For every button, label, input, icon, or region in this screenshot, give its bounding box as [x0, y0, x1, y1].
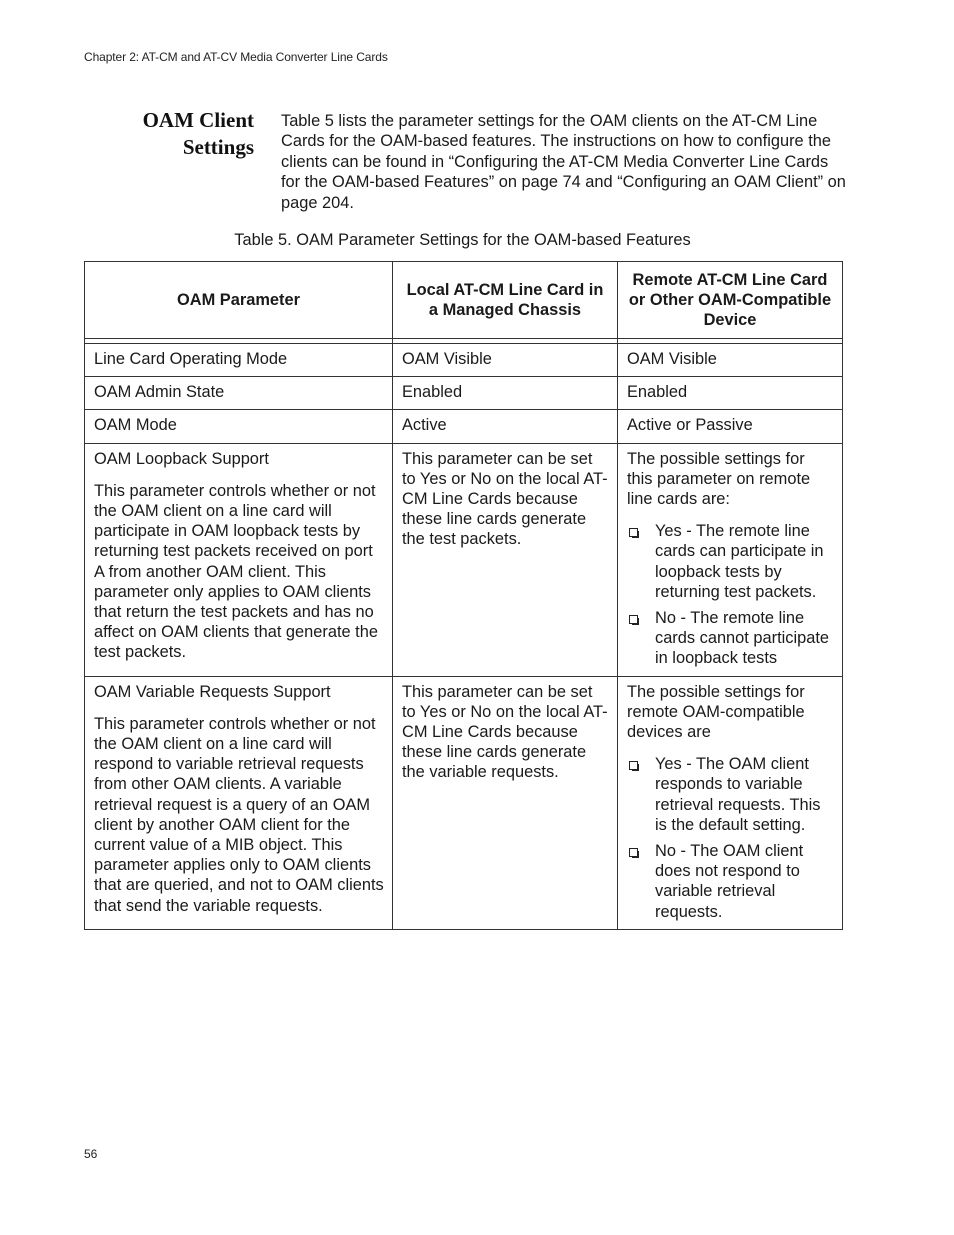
list-item — [627, 521, 834, 602]
section-title — [100, 107, 254, 161]
remote-cell: Enabled — [618, 377, 843, 410]
param-description: This parameter controls whether or not the OAM client on a line card will participate in OAM loopback tests by returning test packets received on port A from another OAM client. This parameter only applies to OAM clients that return the test packets and has no affect on OAM clients that generate the test packets. — [94, 481, 378, 662]
param-cell — [85, 676, 393, 929]
table-header-row — [85, 262, 843, 339]
table-row — [85, 676, 843, 929]
param-cell: OAM Mode — [85, 410, 393, 443]
section-title-line2: Settings — [182, 135, 254, 159]
header-remote-device: Remote AT-CM Line Card or Other OAM-Compatible Device — [618, 262, 843, 339]
option-text: No - The OAM client does not respond to variable retrieval requests. — [655, 842, 804, 921]
local-text: This parameter can be set to Yes or No on the local AT-CM Line Cards because these line cards generate the test packets. — [402, 449, 608, 549]
intro-paragraph: Table 5 lists the parameter settings for the OAM clients on the AT-CM Line Cards for the OAM-based features. The instructions on how to configure the clients can be found in “Configuring the AT-CM Media Converter Line Cards for the OAM-based Features” on page 74 and “Configuring an OAM Client” on page 204. — [281, 112, 846, 212]
param-description: This parameter controls whether or not the OAM client on a line card will respond to variable retrieval requests from other OAM clients. A variable retrieval request is a query of an OAM client by another OAM client for the current value of a MIB object. This parameter applies only to OAM clients that are queried, and not to OAM clients that send the variable requests. — [94, 714, 384, 915]
param-cell: OAM Admin State — [85, 377, 393, 410]
header-local-line-card: Local AT-CM Line Card in a Managed Chassis — [393, 262, 618, 339]
table-row — [85, 410, 843, 443]
local-cell: Enabled — [393, 377, 618, 410]
header-oam-parameter: OAM Parameter — [85, 262, 393, 339]
page-number: 56 — [84, 1147, 98, 1161]
option-text: Yes - The remote line cards can participate in loopback tests by returning test packets. — [655, 522, 824, 601]
list-item — [627, 754, 834, 835]
local-cell: Active — [393, 410, 618, 443]
param-name: OAM Loopback Support — [94, 449, 269, 468]
table-row — [85, 377, 843, 410]
local-cell — [393, 676, 618, 929]
local-cell — [393, 443, 618, 676]
param-cell: Line Card Operating Mode — [85, 344, 393, 377]
list-item — [627, 608, 834, 669]
remote-intro: The possible settings for this parameter on remote line cards are: — [627, 449, 811, 509]
running-header: Chapter 2: AT-CM and AT-CV Media Converter Line Cards — [84, 50, 388, 64]
remote-cell: OAM Visible — [618, 344, 843, 377]
oam-parameter-table — [84, 261, 843, 930]
option-text: Yes - The OAM client responds to variable retrieval requests. This is the default setting. — [655, 755, 821, 834]
remote-cell: Active or Passive — [618, 410, 843, 443]
section-title-line1: OAM Client — [142, 108, 254, 132]
param-name: OAM Variable Requests Support — [94, 682, 331, 701]
checkbox-bullet-icon — [629, 615, 638, 624]
remote-cell — [618, 676, 843, 929]
local-cell: OAM Visible — [393, 344, 618, 377]
param-cell — [85, 443, 393, 676]
local-text: This parameter can be set to Yes or No on the local AT-CM Line Cards because these line cards generate the variable requests. — [402, 682, 608, 782]
checkbox-bullet-icon — [629, 528, 638, 537]
option-text: No - The remote line cards cannot participate in loopback tests — [655, 609, 830, 668]
remote-intro: The possible settings for remote OAM-compatible devices are — [627, 682, 805, 742]
remote-options-list — [627, 754, 834, 922]
remote-options-list — [627, 521, 834, 668]
remote-cell — [618, 443, 843, 676]
table-caption: Table 5. OAM Parameter Settings for the OAM-based Features — [234, 231, 691, 249]
list-item — [627, 841, 834, 922]
checkbox-bullet-icon — [629, 848, 638, 857]
checkbox-bullet-icon — [629, 761, 638, 770]
table-row — [85, 443, 843, 676]
table-row — [85, 344, 843, 377]
